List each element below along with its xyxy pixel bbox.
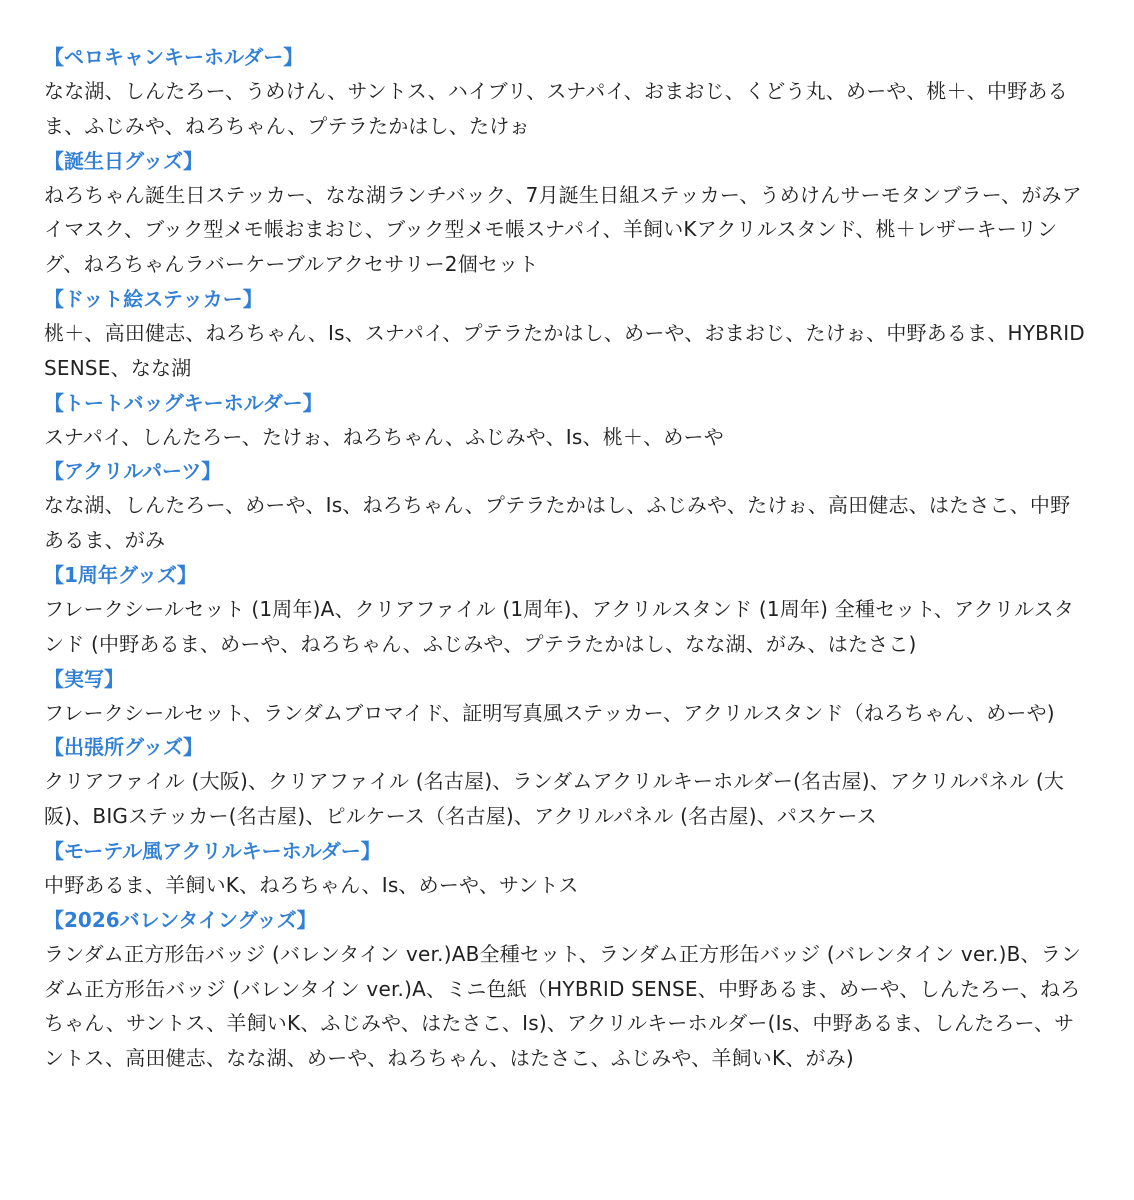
section-acrylic-parts <box>44 454 1090 558</box>
section-motel-keyholder <box>44 834 1090 903</box>
section-body: ランダム正方形缶バッジ (バレンタイン ver.)AB全種セット、ランダム正方形缶バッジ (バレンタイン ver.)B、ランダム正方形缶バッジ (バレンタイン ver.)A、ミニ色紙（HYBRID SENSE、中野あるま、めーや、しんたろー、ねろちゃん、サントス、羊飼いK、ふじみや、はたさこ、Is)、アクリルキーホルダー(Is、中野あるま、しんたろー、サントス、高田健志、なな湖、めーや、ねろちゃん、はたさこ、ふじみや、羊飼いK、がみ) <box>44 941 1082 1071</box>
section-body: クリアファイル (大阪)、クリアファイル (名古屋)、ランダムアクリルキーホルダー(名古屋)、アクリルパネル (大阪)、BIGステッカー(名古屋)、ピルケース（名古屋)、アクリルパネル (名古屋)、パスケース <box>44 769 1065 829</box>
section-body: 桃＋、高田健志、ねろちゃん、Is、スナパイ、プテラたかはし、めーや、おまおじ、たけぉ、中野あるま、HYBRID SENSE、なな湖 <box>44 320 1085 380</box>
section-valentine-goods <box>44 903 1090 1076</box>
section-heading: 【1周年グッズ】 <box>44 562 197 587</box>
section-heading: 【誕生日グッズ】 <box>44 148 203 173</box>
section-heading: 【2026バレンタイングッズ】 <box>44 907 317 932</box>
section-dot-art-stickers <box>44 282 1090 386</box>
section-body: ねろちゃん誕生日ステッカー、なな湖ランチバック、7月誕生日組ステッカー、うめけんサーモタンブラー、がみアイマスク、ブック型メモ帳おまおじ、ブック型メモ帳スナパイ、羊飼いKアクリルスタンド、桃＋レザーキーリング、ねろちゃんラバーケーブルアクセサリー2個セット <box>44 182 1082 277</box>
section-tote-bag-keyholder <box>44 386 1090 455</box>
section-heading: 【出張所グッズ】 <box>44 735 203 760</box>
section-birthday-goods <box>44 144 1090 282</box>
section-branch-store-goods <box>44 730 1090 834</box>
section-body: スナパイ、しんたろー、たけぉ、ねろちゃん、ふじみや、Is、桃＋、めーや <box>44 424 724 449</box>
section-heading: 【ペロキャンキーホルダー】 <box>44 45 304 69</box>
section-body: なな湖、しんたろー、めーや、Is、ねろちゃん、プテラたかはし、ふじみや、たけぉ、高田健志、はたさこ、中野あるま、がみ <box>44 493 1071 553</box>
section-heading: 【ドット絵ステッカー】 <box>44 286 263 311</box>
section-heading: 【実写】 <box>44 666 124 691</box>
section-body: 中野あるま、羊飼いK、ねろちゃん、Is、めーや、サントス <box>44 872 579 897</box>
section-heading: 【トートバッグキーホルダー】 <box>44 390 323 415</box>
section-heading: 【アクリルパーツ】 <box>44 459 222 484</box>
section-first-anniversary-goods <box>44 558 1090 662</box>
section-pero-can-keyholder <box>44 40 1090 144</box>
section-body: フレークシールセット、ランダムブロマイド、証明写真風ステッカー、アクリルスタンド（ねろちゃん、めーや) <box>44 700 1055 725</box>
section-body: フレークシールセット (1周年)A、クリアファイル (1周年)、アクリルスタンド (1周年) 全種セット、アクリルスタンド (中野あるま、めーや、ねろちゃん、ふじみや、プテラたかはし、なな湖、がみ、はたさこ) <box>44 596 1075 656</box>
section-live-action <box>44 662 1090 731</box>
section-body: なな湖、しんたろー、うめけん、サントス、ハイブリ、スナパイ、おまおじ、くどう丸、めーや、桃＋、中野あるま、ふじみや、ねろちゃん、プテラたかはし、たけぉ <box>44 79 1068 138</box>
section-heading: 【モーテル風アクリルキーホルダー】 <box>44 838 381 863</box>
